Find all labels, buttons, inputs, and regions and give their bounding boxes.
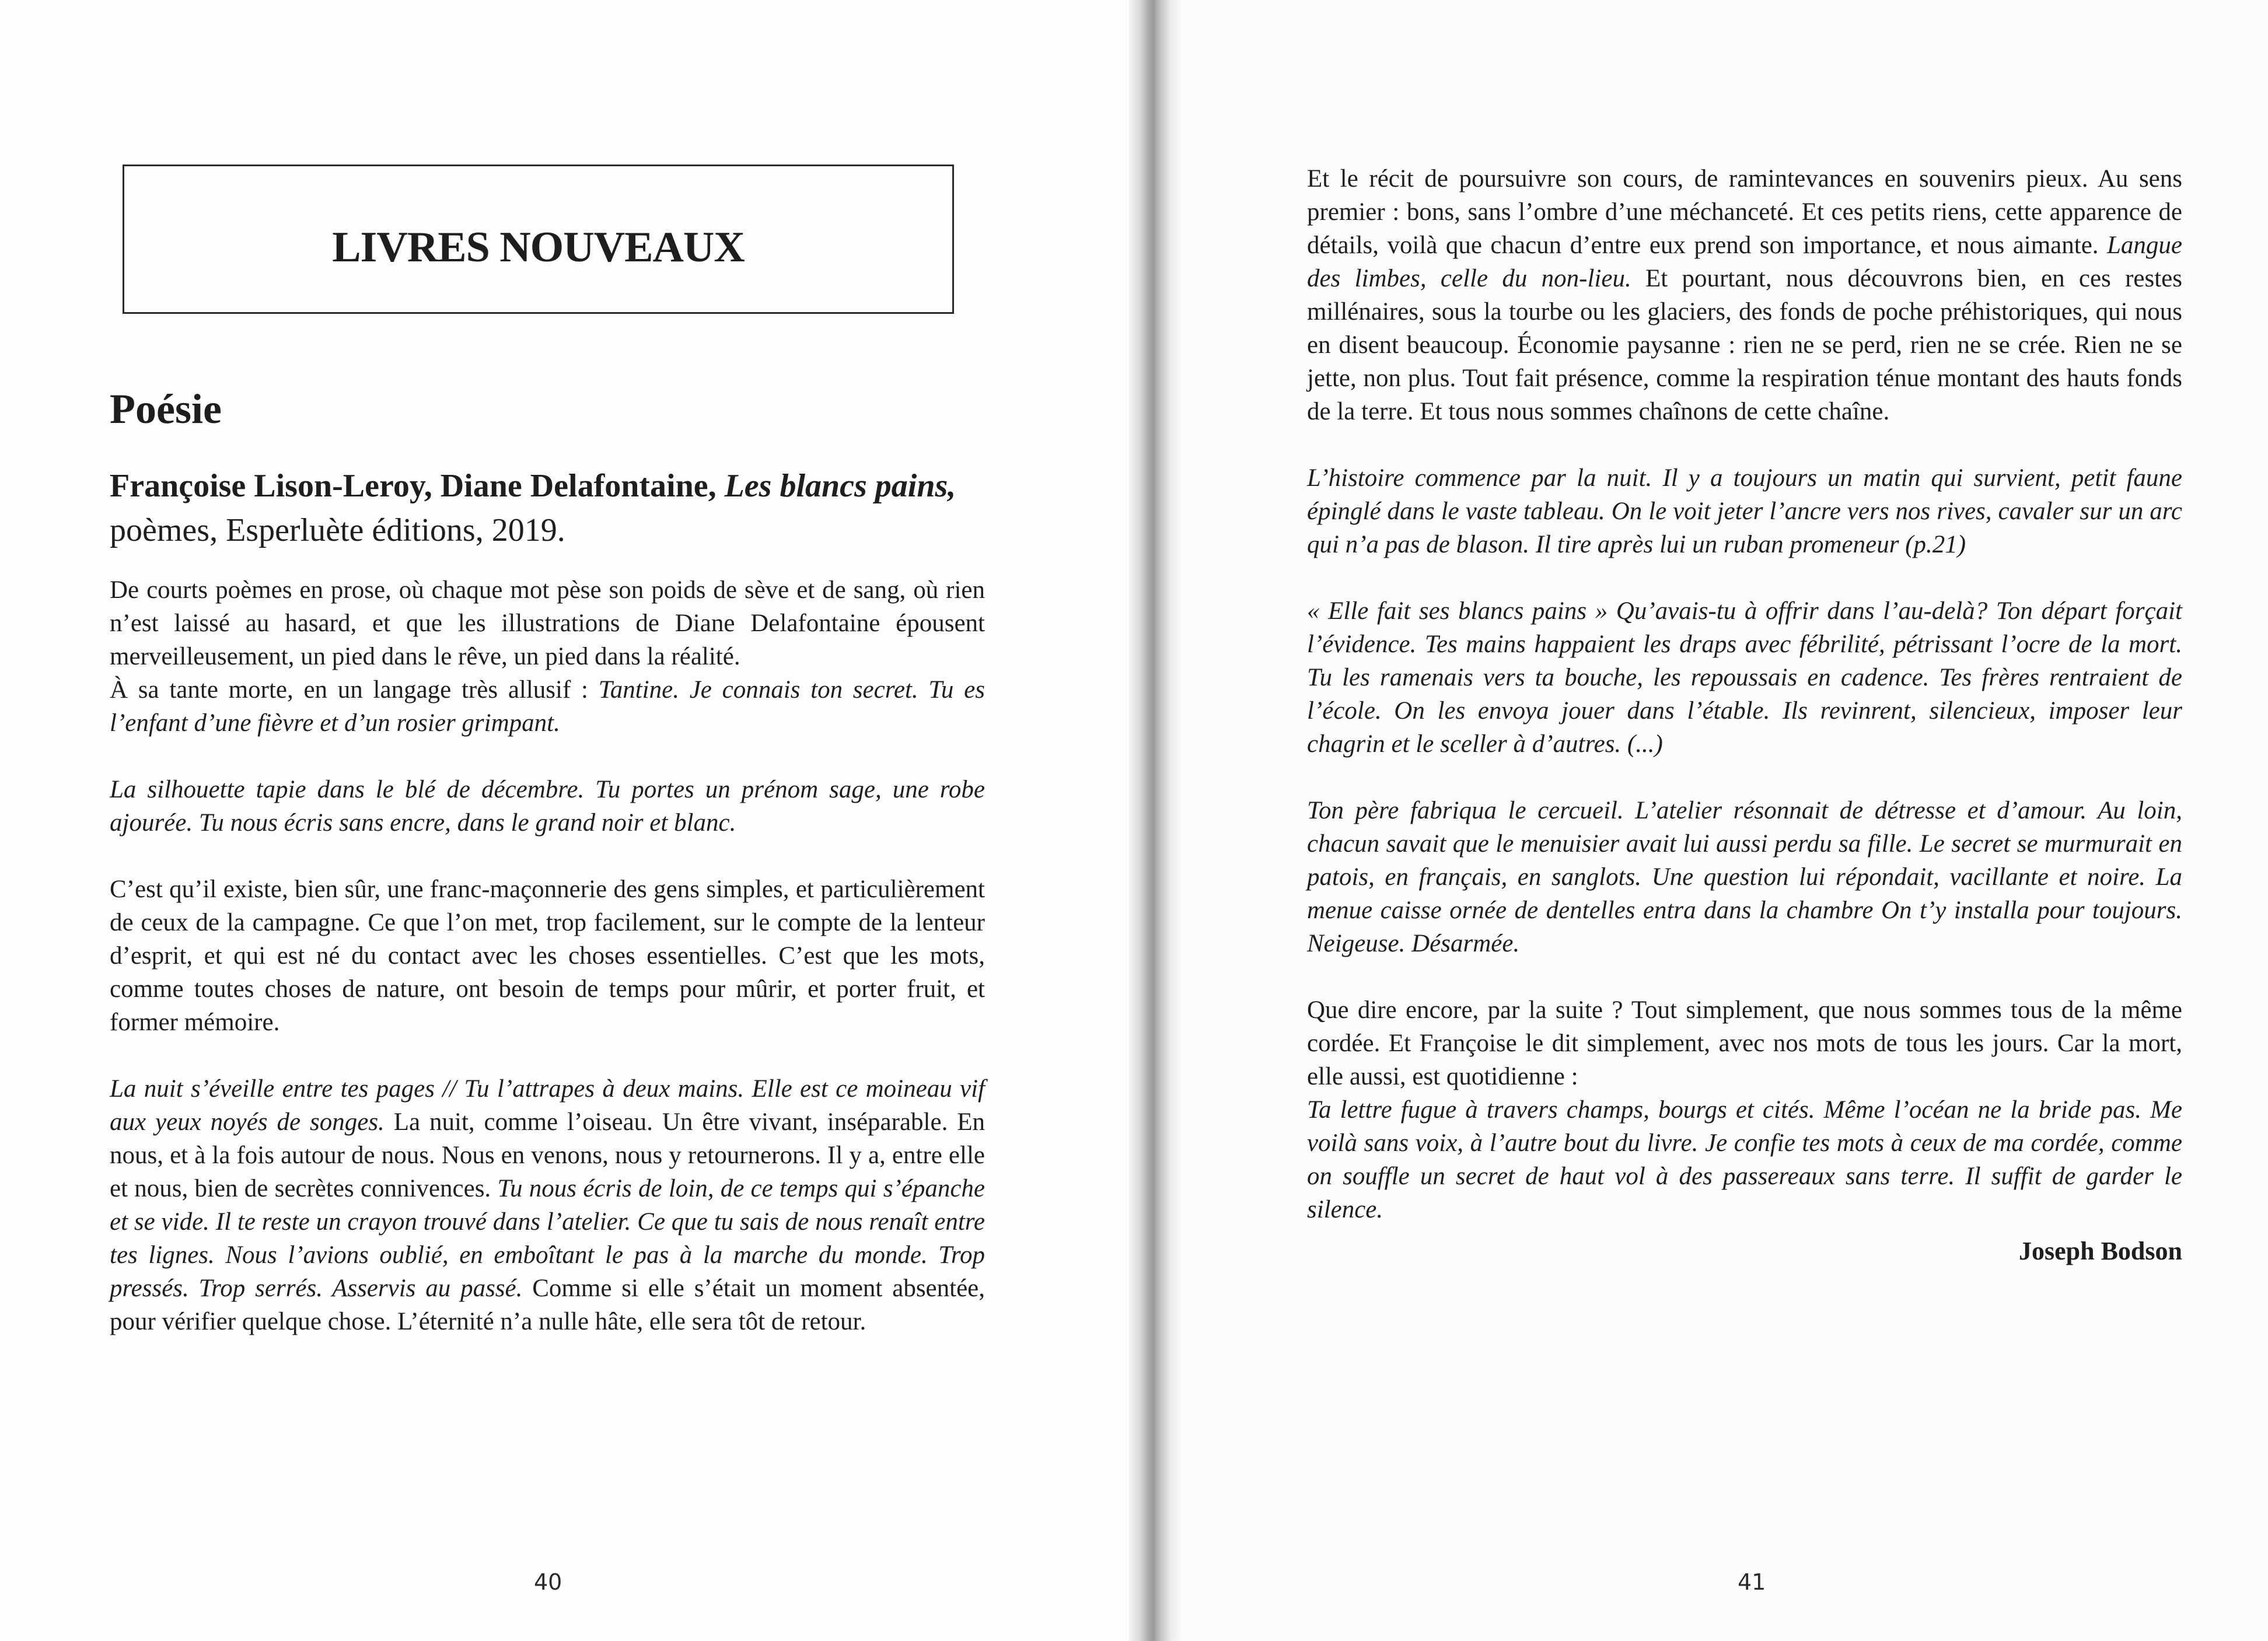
quote-paragraph: Ta lettre fugue à travers champs, bourgs et cités. Même l’océan ne la bride pas. Me voilà sans voix, à l’autre bout du livre. Je confie tes mots à ceux de ma cordée, comme on souffle un secret de haut vol à des passereaux sans terre. Il suffit de garder le silence. [1307, 1096, 2182, 1223]
text-run: Comme si elle s’était un moment absentée, pour vérifier quelque chose. L’éternité n’a nulle hâte, elle sera tôt de retour. [110, 1275, 986, 1335]
quote-paragraph: La silhouette tapie dans le blé de décembre. Tu portes un prénom sage, une robe ajourée. Tu nous écris sans encre, dans le grand noir et blanc. [110, 776, 985, 837]
paragraph [110, 1072, 985, 1338]
quote-paragraph: « Elle fait ses blancs pains » Qu’avais-tu à offrir dans l’au-delà? Ton départ forçait l’évidence. Tes mains happaient les draps avec fébrilité, pétrissant l’ocre de la mort. Tu les ramenais vers ta bouche, les repoussais en cadence. Tes frères rentraient de l’école. On les envoya jouer dans l’étable. Ils revinrent, silencieux, imposer leur chagrin et le sceller à d’autres. (...) [1307, 597, 2182, 758]
category-heading: Poésie [110, 386, 222, 432]
quote-paragraph: Ton père fabriqua le cercueil. L’atelier résonnait de détresse et d’amour. Au loin, chacun savait que le menuisier avait lui aussi perdu sa fille. Le secret se murmurait en patois, en français, en sanglots. Une question lui répondait, vacillante et noire. La menue caisse ornée de dentelles entra dans la chambre On t’y installa pour toujours. Neigeuse. Désarmée. [1307, 797, 2182, 957]
quote-run: Tu nous écris de loin, de ce temps qui s’épanche et se vide. Il te reste un crayon trouvé dans l’atelier. Ce que tu sais de nous renaît entre tes lignes. Nous l’avions oublié, en emboîtant le pas à la marche du monde. Trop pressés. Trop serrés. Asservis au passé. [110, 1175, 986, 1302]
section-header-box [123, 165, 954, 314]
left-column [110, 573, 985, 1338]
right-page [1144, 0, 2268, 1641]
book-reference [110, 464, 1008, 552]
quote-run: La nuit s’éveille entre tes pages // Tu l’attrapes à deux mains. Elle est ce moineau vif aux yeux noyés de songes. [110, 1075, 985, 1136]
page-number-right: 41 [1738, 1569, 1766, 1595]
page-number-left: 40 [534, 1569, 562, 1595]
paragraph [1307, 162, 2182, 428]
quote-run: Langue des limbes, celle du non-lieu. [1307, 232, 2182, 292]
section-title: LIVRES NOUVEAUX [332, 223, 745, 271]
paragraph: De courts poèmes en prose, où chaque mot pèse son poids de sève et de sang, où rien n’est laissé au hasard, et que les illustrations de Diane Delafontaine épousent merveilleusement, un pied dans le rêve, un pied dans la réalité. [110, 576, 985, 670]
book-authors: Françoise Lison-Leroy, Diane Delafontaine, [110, 468, 717, 504]
text-run: Et pourtant, nous découvrons bien, en ces restes millénaires, sous la tourbe ou les glaciers, des fonds de poche préhistoriques, qui nous en disent beaucoup. Économie paysanne : rien ne se perd, rien ne se crée. Rien ne se jette, non plus. Tout fait présence, comme la respiration ténue montant des hauts fonds de la terre. Et tous nous sommes chaînons de cette chaîne. [1307, 265, 2182, 425]
paragraph: Que dire encore, par la suite ? Tout simplement, que nous sommes tous de la même cordée. Et Françoise le dit simplement, avec nos mots de tous les jours. Car la mort, elle aussi, est quotidienne : [1307, 996, 2182, 1090]
book-title: Les blancs pains, [724, 468, 956, 504]
text-run: Et le récit de poursuivre son cours, de ramintevances en souvenirs pieux. Au sens premier : bons, sans l’ombre d’une méchanceté. Et ces petits riens, cette apparence de détails, voilà que chacun d’entre eux prend son importance, et nous aimante. [1307, 165, 2182, 259]
paragraph [110, 673, 985, 740]
paragraph: C’est qu’il existe, bien sûr, une franc-maçonnerie des gens simples, et particulièrement de ceux de la campagne. Ce que l’on met, trop facilement, sur le compte de la lenteur d’esprit, et qui est né du contact avec les choses essentielles. C’est que les mots, comme toutes choses de nature, ont besoin de temps pour mûrir, et porter fruit, et former mémoire. [110, 876, 985, 1036]
text-run: À sa tante morte, en un langage très allusif : [110, 676, 588, 704]
review-signature: Joseph Bodson [2018, 1237, 2182, 1265]
quote-paragraph: L’histoire commence par la nuit. Il y a toujours un matin qui survient, petit faune épinglé dans le vaste tableau. On le voit jeter l’ancre vers nos rives, cavaler sur un arc qui n’a pas de blason. Il tire après lui un ruban promeneur (p.21) [1307, 464, 2182, 558]
right-column [1307, 162, 2182, 1268]
book-gutter-shadow [1129, 0, 1182, 1641]
text-run: La nuit, comme l’oiseau. Un être vivant, inséparable. En nous, et à la fois autour de nous. Nous en venons, nous y retournerons. Il y a, entre elle et nous, bien de secrètes connivences. [110, 1108, 986, 1202]
book-details: poèmes, Esperluète éditions, 2019. [110, 512, 565, 548]
quote-run: Tantine. Je connais ton secret. Tu es l’enfant d’une fièvre et d’un rosier grimpant. [110, 676, 985, 737]
